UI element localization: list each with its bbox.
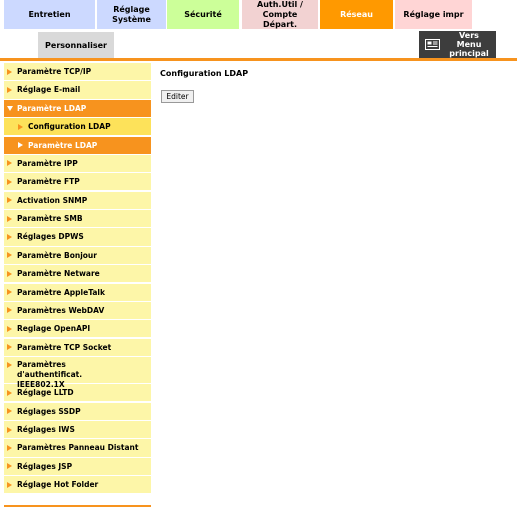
tab-label: Réseau <box>340 9 373 19</box>
sidebar-item-label: Paramètres WebDAV <box>17 305 105 315</box>
sidebar <box>4 63 151 494</box>
sidebar-item-ldap[interactable] <box>4 100 151 117</box>
tab-label: Entretien <box>28 9 71 19</box>
sidebar-item-label: Paramètre IPP <box>17 158 78 168</box>
sidebar-item-bonjour[interactable] <box>4 247 151 264</box>
sidebar-item-email[interactable] <box>4 81 151 98</box>
sidebar-item-ieee8021x[interactable] <box>4 357 151 389</box>
arrow-right-icon <box>7 179 12 185</box>
tab-label: Auth.Util / Compte Départ. <box>257 0 303 29</box>
arrow-right-icon <box>18 142 23 148</box>
sidebar-item-snmp[interactable] <box>4 192 151 209</box>
tab-label: Réglage impr <box>403 9 464 19</box>
arrow-right-icon <box>18 124 23 130</box>
sidebar-item-label: Paramètres d'authentificat. IEEE802.1X <box>17 360 83 389</box>
main-menu-label: Vers Menu principal <box>449 31 489 58</box>
sidebar-item-label: Réglage LLTD <box>17 388 74 398</box>
sidebar-item-appletalk[interactable] <box>4 284 151 301</box>
tab-label: Personnaliser <box>45 40 107 50</box>
sidebar-item-panneau-distant[interactable] <box>4 439 151 456</box>
sidebar-item-hot-folder[interactable] <box>4 476 151 493</box>
sidebar-item-label: Paramètres Panneau Distant <box>17 443 139 453</box>
sidebar-item-openapi[interactable] <box>4 320 151 337</box>
sidebar-item-label: Paramètre AppleTalk <box>17 287 105 297</box>
arrow-down-icon <box>7 106 13 111</box>
sidebar-item-label: Réglages DPWS <box>17 232 84 242</box>
sidebar-subitem-configuration-ldap[interactable] <box>4 118 151 135</box>
arrow-right-icon <box>7 344 12 350</box>
sidebar-item-label: Paramètre LDAP <box>28 140 98 150</box>
sidebar-item-label: Paramètre LDAP <box>17 103 87 113</box>
arrow-right-icon <box>7 463 12 469</box>
sidebar-item-label: Réglages SSDP <box>17 406 81 416</box>
arrow-right-icon <box>7 197 12 203</box>
tab-label: Sécurité <box>184 9 222 19</box>
sidebar-item-label: Activation SNMP <box>17 195 88 205</box>
tab-personnaliser[interactable] <box>38 32 114 58</box>
sidebar-item-tcp-socket[interactable] <box>4 339 151 356</box>
arrow-right-icon <box>7 289 12 295</box>
sidebar-item-jsp[interactable] <box>4 458 151 475</box>
sidebar-item-webdav[interactable] <box>4 302 151 319</box>
arrow-right-icon <box>7 326 12 332</box>
arrow-right-icon <box>7 427 12 433</box>
tab-entretien[interactable] <box>4 0 95 29</box>
tab-reseau[interactable] <box>320 0 393 29</box>
sidebar-item-label: Paramètre Bonjour <box>17 250 97 260</box>
header-divider <box>0 58 517 61</box>
sidebar-bottom-divider <box>4 505 151 507</box>
sidebar-item-label: Réglage Hot Folder <box>17 480 99 490</box>
sidebar-item-dpws[interactable] <box>4 228 151 245</box>
tab-label: Réglage Système <box>112 4 151 24</box>
monitor-icon <box>425 39 440 50</box>
page-title: Configuration LDAP <box>160 69 249 78</box>
sidebar-item-label: Paramètre FTP <box>17 177 80 187</box>
arrow-right-icon <box>7 445 12 451</box>
arrow-right-icon <box>7 307 12 313</box>
sidebar-subitem-parametre-ldap[interactable] <box>4 137 151 154</box>
sidebar-item-label: Paramètre Netware <box>17 269 100 279</box>
arrow-right-icon <box>7 390 12 396</box>
sidebar-item-label: Configuration LDAP <box>28 122 111 132</box>
tab-reglage-systeme[interactable] <box>97 0 166 29</box>
sidebar-item-label: Reglage OpenAPI <box>17 324 91 334</box>
arrow-right-icon <box>7 408 12 414</box>
sidebar-item-label: Réglages IWS <box>17 425 75 435</box>
arrow-right-icon <box>7 160 12 166</box>
tab-auth-util[interactable] <box>242 0 318 29</box>
arrow-right-icon <box>7 216 12 222</box>
arrow-right-icon <box>7 69 12 75</box>
sidebar-item-label: Paramètre SMB <box>17 214 83 224</box>
sidebar-item-label: Réglages JSP <box>17 461 73 471</box>
main-menu-button[interactable] <box>419 31 496 58</box>
sidebar-item-netware[interactable] <box>4 265 151 282</box>
arrow-right-icon <box>7 362 12 368</box>
arrow-right-icon <box>7 87 12 93</box>
sidebar-item-label: Paramètre TCP/IP <box>17 67 92 77</box>
sidebar-item-ipp[interactable] <box>4 155 151 172</box>
arrow-right-icon <box>7 234 12 240</box>
sidebar-item-label: Paramètre TCP Socket <box>17 342 112 352</box>
sidebar-item-ssdp[interactable] <box>4 403 151 420</box>
arrow-right-icon <box>7 482 12 488</box>
sidebar-item-smb[interactable] <box>4 210 151 227</box>
sidebar-item-ftp[interactable] <box>4 173 151 190</box>
edit-button[interactable]: Editer <box>161 90 194 103</box>
sidebar-item-iws[interactable] <box>4 421 151 438</box>
tab-securite[interactable] <box>167 0 239 29</box>
tab-reglage-impr[interactable] <box>395 0 472 29</box>
sidebar-item-tcp-ip[interactable] <box>4 63 151 80</box>
arrow-right-icon <box>7 252 12 258</box>
sidebar-item-label: Réglage E-mail <box>17 85 81 95</box>
arrow-right-icon <box>7 271 12 277</box>
